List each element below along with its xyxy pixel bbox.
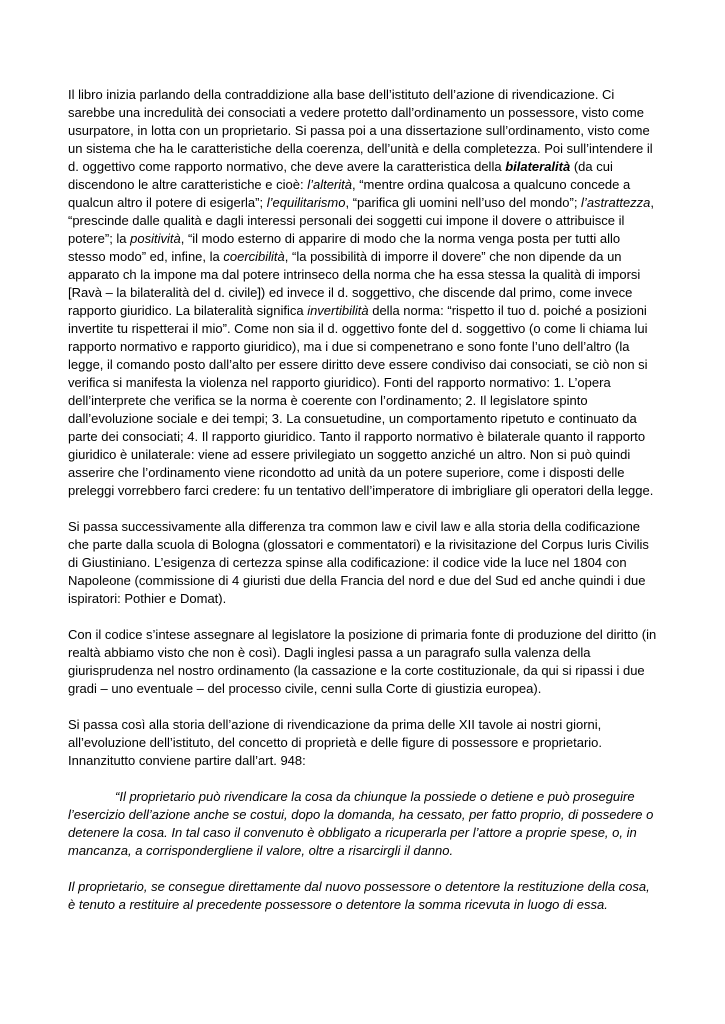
italic-term: l’equilitarismo xyxy=(266,195,346,210)
text-run: , “la possibilità di imporre il dovere” che non dipende da un apparato ch la impone ma dal potere intrinseco della norma che ha essa stessa la qualità di imporsi [Ravà – la bilateralità del d. civile]) ed invece il d. soggettivo, che discende dal primo, come invece rapporto giuridico. La bilateralità significa xyxy=(68,249,641,318)
text-run: Si passa successivamente alla differenza tra common law e civil law e alla storia della codificazione che parte dalla scuola di Bologna (glossatori e commentatori) e la rivisitazione del Corpus Iuris Civilis di Giustiniano. L’esigenza di certezza spinse alla codificazione: il codice vide la luce nel 1804 con Napoleone (commissione di 4 giuristi due della Francia del nord e due del Sud ed anche quindi i due ispiratori: Pothier e Domat). xyxy=(68,519,649,606)
italic-term: invertibilità xyxy=(307,303,369,318)
text-run: , “il modo esterno di apparire di modo che la norma venga posta per tutti allo stesso modo” ed, infine, la xyxy=(68,231,621,264)
text-run: Si passa così alla storia dell’azione di rivendicazione da prima delle XII tavole ai nostri giorni, all’evoluzione dell’istituto, del concetto di proprietà e delle figure di possessore e proprietario. Innanzitutto conviene partire dall’art. 948: xyxy=(68,717,603,768)
italic-term: l’alterità xyxy=(307,177,352,192)
text-run: , “prescinde dalle qualità e dagli interessi personali dei soggetti cui impone il dovere o attribuisce il potere”; la xyxy=(68,195,655,246)
paragraph-intro xyxy=(68,86,659,500)
paragraph-codification xyxy=(68,518,659,608)
text-run: , “parifica gli uomini nell’uso del mondo”; xyxy=(345,195,582,210)
quote-art-948: “Il proprietario può rivendicare la cosa da chiunque la possiede o detiene e può proseguire l’esercizio dell’azione anche se costui, dopo la domanda, ha cessato, per fatto proprio, di possedere o detenere la cosa. In tal caso il convenuto è obbligato a ricuperarla per l’attore a proprie spese, o, in mancanza, a corrispondergliene il valore, oltre a risarcirgli il danno. xyxy=(68,789,654,858)
text-run: Il libro inizia parlando della contraddizione alla base dell’istituto dell’azione di rivendicazione. Ci sarebbe una incredulità dei consociati a vedere protetto dall’ordinamento un possessore, visto come usurpatore, in lotta con un proprietario. Si passa poi a una dissertazione sull’ordinamento, visto come un sistema che ha le caratteristiche della coerenza, dell’unità e della completezza. Poi sull’intendere il d. oggettivo come rapporto normativo, che deve avere la caratteristica della xyxy=(68,87,653,174)
paragraph-rivendicazione-history xyxy=(68,716,659,770)
text-run: , “mentre ordina qualcosa a qualcuno concede a qualcun altro il potere di esigerla”; xyxy=(68,177,631,210)
text-run: Con il codice s’intese assegnare al legislatore la posizione di primaria fonte di produzione del diritto (in realtà abbiamo visto che non è così). Dagli inglesi passa a un paragrafo sulla valenza della giurisprudenza nel nostro ordinamento (la cassazione e la corte costituzionale, da qui si ripassi i due gradi – uno eventuale – del processo civile, cenni sulla Corte di giustizia europea). xyxy=(68,627,657,696)
text-run: (da cui discendono le altre caratteristiche e cioè: xyxy=(68,159,613,192)
italic-term: positività xyxy=(130,231,181,246)
paragraph-code-legislator xyxy=(68,626,659,698)
text-run: della norma: “rispetto il tuo d. poiché a posizioni invertite tu rispetterai il mio”. Come non sia il d. oggettivo fonte del d. soggettivo (o come li chiama lui rapporto normativo e rapporto giuridico), ma i due si compenetrano e sono fonte l’uno dell’altro (la legge, il comando posto dall’alto per essere diritto deve essere condiviso dai consociati, se ciò non si verifica si manifesta la violenza nel rapporto giuridico). Fonti del rapporto normativo: 1. L’opera dell’interprete che verifica se la norma è coerente con l’ordinamento; 2. Il legislatore spinto dall’evoluzione sociale e dei tempi; 3. La consuetudine, un comportamento ripetuto e continuato da parte dei consociati; 4. Il rapporto giuridico. Tanto il rapporto normativo è bilaterale quanto il rapporto giuridico è unilaterale: viene ad essere privilegiato un soggetto anziché un altro. Non si può quindi asserire che l’ordinamento viene ricondotto ad unità da un potere superiore, come i disposti delle preleggi vorrebbero farci credere: fu un tentativo dell’imperatore di imbrigliare gli operatori della legge. xyxy=(68,303,654,498)
italic-term: l’astrattezza xyxy=(581,195,651,210)
emphasis-term: bilateralità xyxy=(505,159,571,174)
italic-term: coercibilità xyxy=(223,249,285,264)
quote-art-948-second-paragraph: Il proprietario, se consegue direttamente dal nuovo possessore o detentore la restituzione della cosa, è tenuto a restituire al precedente possessore o detentore la somma ricevuta in luogo di essa. xyxy=(68,879,650,912)
